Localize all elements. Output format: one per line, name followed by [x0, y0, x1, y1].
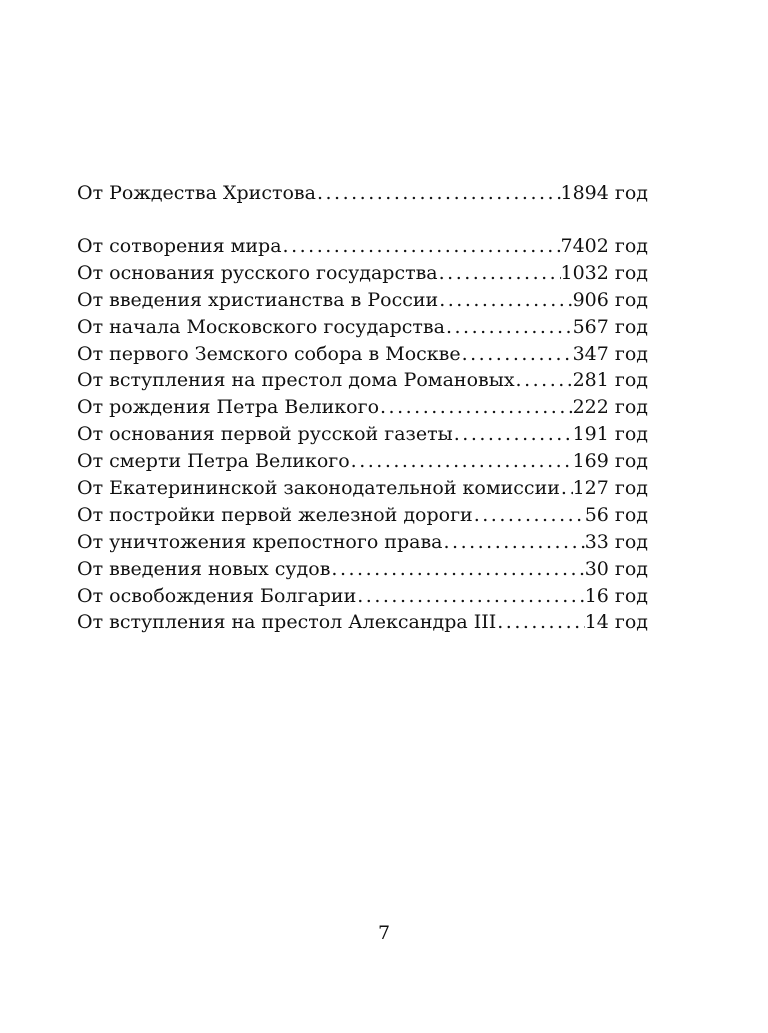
entry-label: От уничтожения крепостного права: [77, 530, 443, 553]
dot-leader: [356, 583, 584, 610]
entry-value: 169 год: [572, 450, 648, 473]
entry-value: 191 год: [572, 423, 648, 446]
entry-label: От Рождества Христова: [77, 182, 316, 204]
entry-value: 56 год: [584, 503, 648, 526]
entry-label: От вступления на престол Александра III: [77, 611, 497, 634]
entry-label: От введения христианства в России: [77, 288, 439, 311]
list-item: [77, 448, 648, 475]
dot-leader: [461, 341, 573, 368]
entry-label: От освобождения Болгарии: [77, 584, 357, 607]
list-item: [77, 529, 648, 556]
page-number: 7: [377, 922, 391, 944]
dot-leader: [330, 556, 584, 583]
list-item: [77, 287, 648, 314]
list-item: [77, 502, 648, 529]
entry-value: 567 год: [572, 315, 648, 338]
entry-value: 281 год: [572, 369, 648, 392]
entry-label: От начала Московского государства: [77, 315, 445, 338]
list-item: [77, 583, 648, 610]
list-item: [77, 394, 648, 421]
dot-leader: [496, 609, 584, 636]
dot-leader: [438, 287, 572, 314]
list-item: [77, 233, 648, 260]
dot-leader: [560, 475, 573, 502]
dot-leader: [473, 502, 585, 529]
entry-label: От постройки первой железной дороги: [77, 503, 473, 526]
entry-value: 222 год: [572, 396, 648, 419]
entry-label: От первого Земского собора в Москве: [77, 342, 461, 365]
entry-value: 33 год: [584, 530, 648, 553]
dot-leader: [445, 314, 573, 341]
entry-value: 906 год: [572, 288, 648, 311]
era-list-primary: [77, 180, 648, 207]
list-item: [77, 367, 648, 394]
list-item: [77, 180, 648, 207]
entry-value: 347 год: [572, 342, 648, 365]
entry-value: 30 год: [584, 557, 648, 580]
entry-value: 1032 год: [560, 261, 648, 284]
era-list: [77, 233, 648, 636]
list-item: [77, 475, 648, 502]
entry-label: От основания первой русской газеты: [77, 423, 453, 446]
entry-value: 1894 год: [560, 182, 648, 204]
entry-label: От смерти Петра Великого: [77, 450, 350, 473]
entry-value: 7402 год: [560, 235, 648, 257]
dot-leader: [350, 448, 573, 475]
list-item: [77, 556, 648, 583]
dot-leader: [453, 421, 573, 448]
entry-label: От сотворения мира: [77, 235, 282, 257]
list-item: [77, 609, 648, 636]
entry-label: От введения новых судов: [77, 557, 331, 580]
list-item: [77, 421, 648, 448]
dot-leader: [316, 180, 561, 207]
dot-leader: [379, 394, 573, 421]
dot-leader: [442, 529, 584, 556]
entry-label: От Екатерининской законодательной комиссии: [77, 477, 560, 500]
list-item: [77, 341, 648, 368]
entry-label: От вступления на престол дома Романовых: [77, 369, 515, 392]
entry-label: От рождения Петра Великого: [77, 396, 380, 419]
entry-label: От основания русского государства: [77, 261, 438, 284]
entry-value: 127 год: [572, 477, 648, 500]
list-item: [77, 260, 648, 287]
dot-leader: [438, 260, 561, 287]
dot-leader: [282, 233, 561, 260]
entry-value: 16 год: [584, 584, 648, 607]
entry-value: 14 год: [584, 611, 648, 634]
list-item: [77, 314, 648, 341]
dot-leader: [515, 367, 573, 394]
